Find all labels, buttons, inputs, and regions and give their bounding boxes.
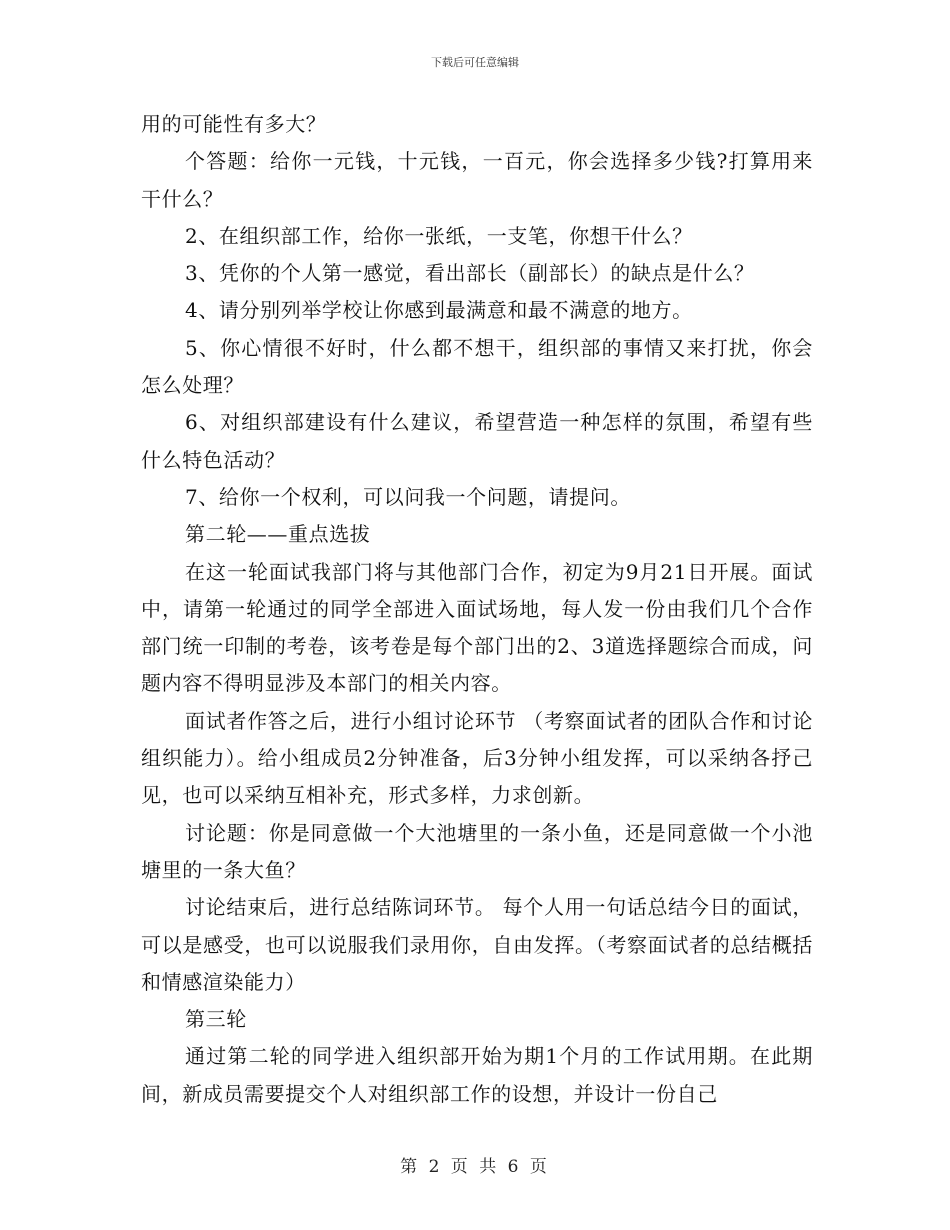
paragraph: 讨论题：你是同意做一个大池塘里的一条小鱼，还是同意做一个小池塘里的一条大鱼？ xyxy=(141,820,813,882)
page-header: 下载后可任意编辑 xyxy=(431,56,519,69)
paragraph: 在这一轮面试我部门将与其他部门合作，初定为9月21日开展。面试中，请第一轮通过的同学全部进入面试场地，每人发一份由我们几个合作部门统一印制的考卷，该考卷是每个部门出的2、3道选择题综合而成，问题内容不得明显涉及本部门的相关内容。 xyxy=(141,559,813,696)
list-item: 6、对组织部建设有什么建议，希望营造一种怎样的氛围，希望有些什么特色活动？ xyxy=(141,410,813,472)
page-number: 第 2 页 共 6 页 xyxy=(400,1157,550,1177)
paragraph: 讨论结束后，进行总结陈词环节。 每个人用一句话总结今日的面试，可以是感受，也可以说服我们录用你，自由发挥。（考察面试者的总结概括和情感渲染能力） xyxy=(141,895,813,994)
document-body xyxy=(141,106,813,1113)
list-item: 3、凭你的个人第一感觉，看出部长（副部长）的缺点是什么？ xyxy=(185,261,755,286)
paragraph: 面试者作答之后，进行小组讨论环节 （考察面试者的团队合作和讨论组织能力）。给小组成员2分钟准备，后3分钟小组发挥，可以采纳各抒己见，也可以采纳互相补充，形式多样，力求创新。 xyxy=(141,708,813,808)
list-item: 4、请分别列举学校让你感到最满意和最不满意的地方。 xyxy=(185,298,693,323)
section-heading: 第二轮——重点选拔 xyxy=(185,522,371,547)
list-item: 7、给你一个权利，可以问我一个问题，请提问。 xyxy=(185,484,631,509)
paragraph: 通过第二轮的同学进入组织部开始为期1个月的工作试用期。在此期间，新成员需要提交个人对组织部工作的设想，并设计一份自己 xyxy=(141,1044,813,1106)
paragraph: 用的可能性有多大？ xyxy=(141,112,327,136)
section-heading: 第三轮 xyxy=(185,1007,247,1032)
list-item: 2、在组织部工作，给你一张纸，一支笔，你想干什么？ xyxy=(185,223,693,248)
list-item: 5、你心情很不好时，什么都不想干，组织部的事情又来打扰，你会怎么处理？ xyxy=(141,335,813,398)
paragraph: 个答题：给你一元钱，十元钱，一百元，你会选择多少钱?打算用来干什么？ xyxy=(141,149,813,211)
